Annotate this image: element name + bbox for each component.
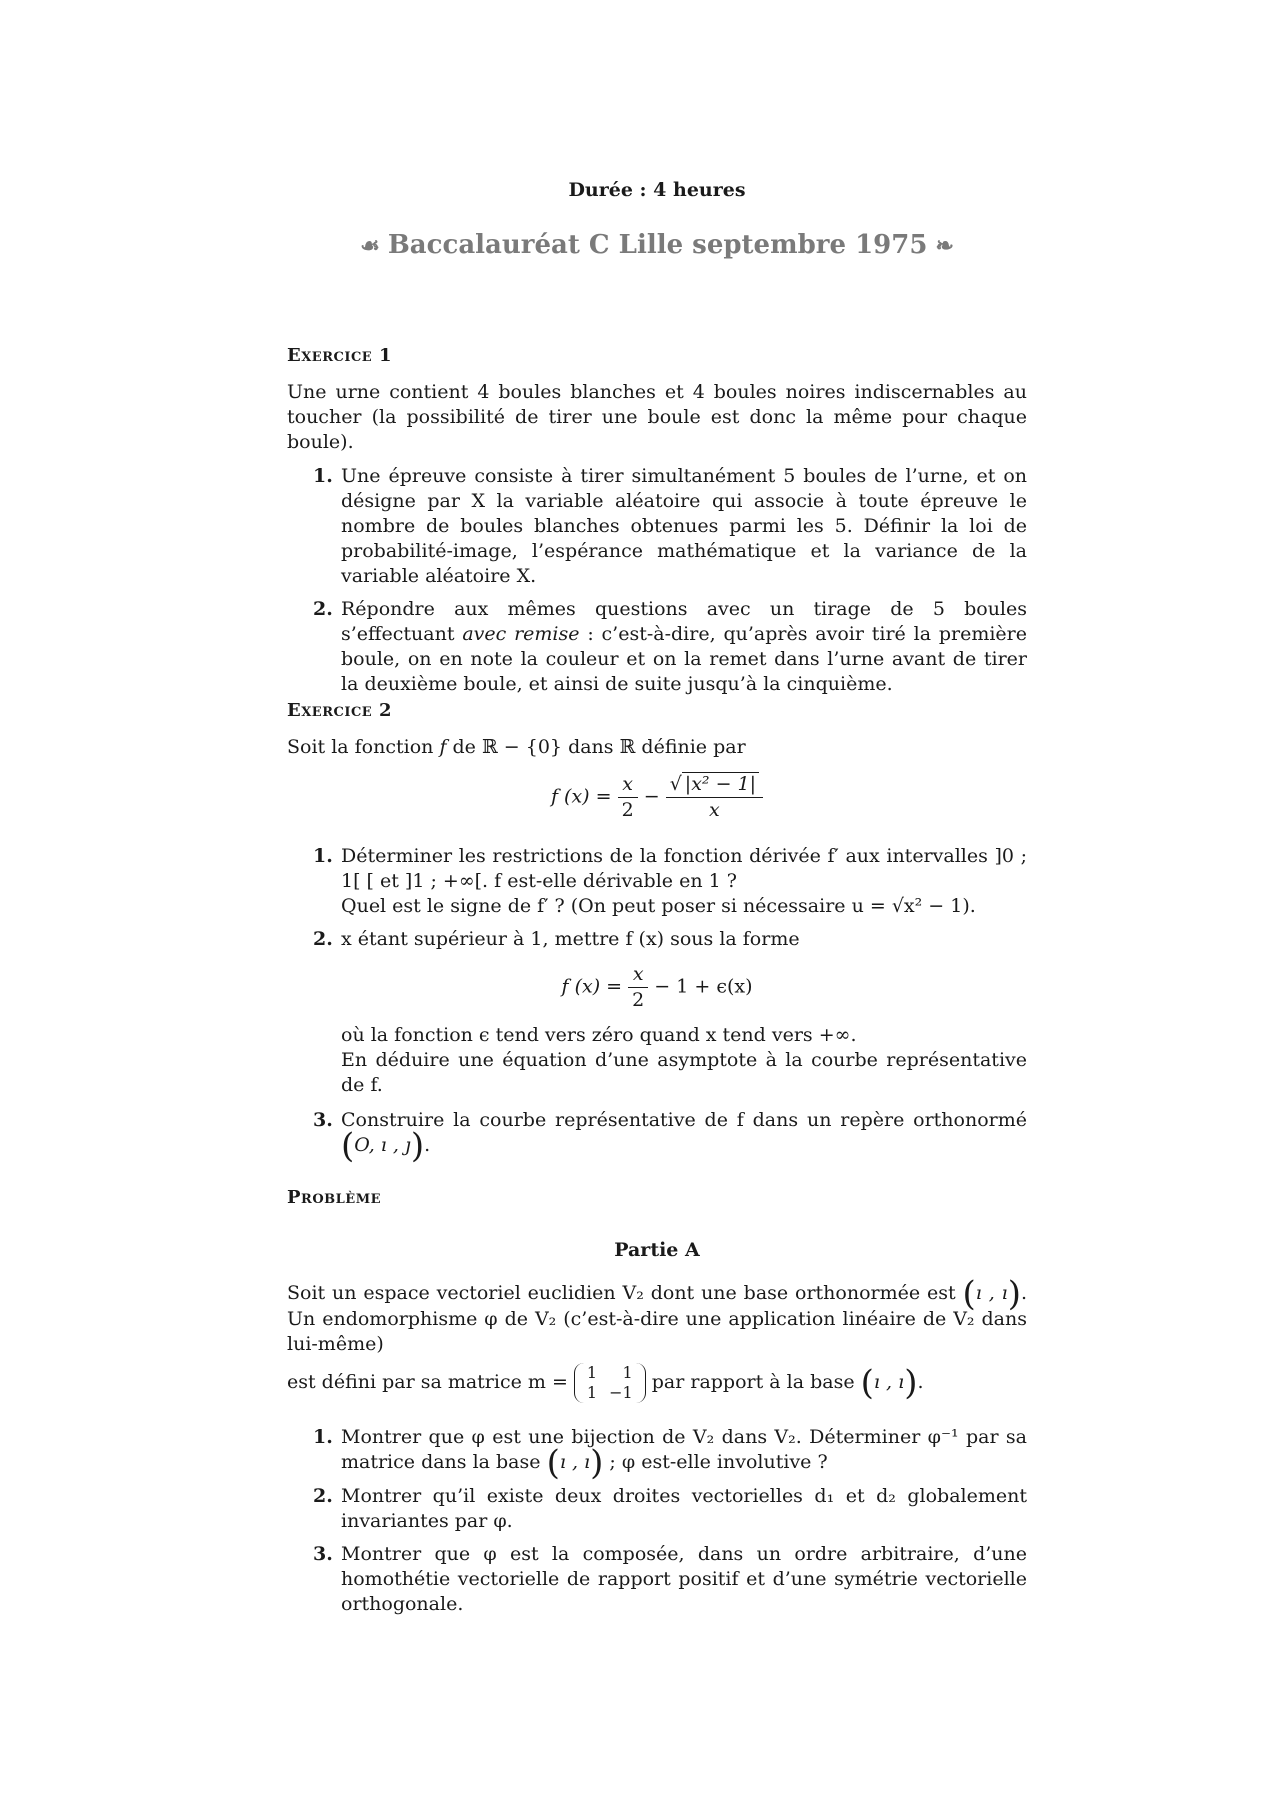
- problem-list: [287, 1425, 1027, 1617]
- exercise-1-item-2: [287, 597, 1027, 697]
- equation-2: [341, 962, 1027, 1013]
- exercise-2-item-1: [287, 844, 1027, 919]
- paren-right: ): [410, 1126, 425, 1166]
- intro-base: ı , ı: [975, 1282, 1008, 1304]
- item-number: 3.: [313, 1109, 333, 1131]
- partie-a-title: Partie A: [614, 1239, 700, 1261]
- matrix-cell: −1: [609, 1383, 633, 1402]
- ornament-right-icon: ❧: [935, 233, 954, 259]
- matrix-text-a: est défini par sa matrice m =: [287, 1371, 568, 1393]
- eq1-lhs: f (x) =: [550, 785, 612, 808]
- matrix-text-b: par rapport à la base: [651, 1371, 855, 1393]
- item-number: 2.: [313, 1485, 333, 1507]
- problem-item-2: [287, 1484, 1027, 1534]
- eq1-num-1: x: [618, 772, 638, 798]
- paren-right: ): [904, 1363, 918, 1403]
- item-1-text-a: Montrer que φ est une bijection de V₂ dans V₂. Déterminer φ⁻¹ par sa matrice dans la base: [341, 1426, 1027, 1473]
- eq2-den: 2: [632, 989, 645, 1011]
- eq1-den-1: 2: [621, 799, 634, 821]
- eq1-fraction-1: [618, 772, 638, 823]
- paren-left: (: [860, 1363, 874, 1403]
- item-text-emphasis: avec remise: [462, 623, 580, 645]
- exercise-1: [287, 343, 1027, 705]
- item-2-text-b: où la fonction ϵ tend vers zéro quand x tend vers +∞.: [341, 1024, 857, 1046]
- intro-text-a: Soit un espace vectoriel euclidien V₂ dont une base orthonormée est: [287, 1282, 956, 1304]
- exercise-1-item-1: [287, 464, 1027, 589]
- eq2-rhs: − 1 + ϵ(x): [654, 975, 753, 998]
- equation-1: [287, 772, 1027, 836]
- exercise-2-item-3: 3. Construire la courbe représentative de f dans un repère orthonormé (O, ı , ȷ).: [313, 1109, 1027, 1166]
- intro-f: f: [439, 736, 447, 758]
- item-number: 1.: [313, 845, 333, 867]
- item-2-text: Montrer qu’il existe deux droites vectorielles d₁ et d₂ globalement invariantes par φ.: [341, 1485, 1027, 1532]
- eq1-num-2: √ |x² − 1|: [666, 772, 763, 798]
- ornament-left-icon: ☙: [360, 233, 380, 259]
- eq2-num: x: [628, 962, 648, 988]
- exercise-2-intro: [287, 735, 1027, 760]
- exercise-1-intro: Une urne contient 4 boules blanches et 4 boules noires indiscernables au toucher (la possibilité de tirer une boule est donc la même pour chaque boule).: [287, 381, 1027, 453]
- document-title: [287, 228, 1027, 263]
- item-number: 1.: [313, 1426, 333, 1448]
- paren-left: (: [546, 1443, 560, 1483]
- problem-item-3: [287, 1542, 1027, 1617]
- exercise-1-list: [287, 464, 1027, 697]
- paren-right: ): [590, 1443, 604, 1483]
- item-1-base: ı , ı: [559, 1451, 591, 1473]
- item-1-text-b: ; φ est-elle involutive ?: [609, 1451, 828, 1473]
- intro-text-b: . Un endomorphisme φ de V₂ (c’est-à-dire une application linéaire de V₂ dans lui-même): [287, 1282, 1027, 1355]
- item-text-b: : c’est-à-dire, qu’après avoir tiré la première boule, on en note la couleur et on la remet dans l’urne avant de tirer la deuxième boule, et ainsi de suite jusqu’à la cinquième.: [341, 623, 1027, 695]
- eq1-root: |x² − 1|: [682, 772, 759, 795]
- item-number: 3.: [313, 1543, 333, 1565]
- item-3-repere: O, ı , ȷ: [354, 1134, 411, 1156]
- exercise-1-title: Exercice 1: [287, 345, 392, 366]
- eq1-den-2: x: [709, 799, 720, 821]
- exercise-2-list: [287, 844, 1027, 1166]
- item-number: 1.: [313, 465, 333, 487]
- item-text: Une épreuve consiste à tirer simultanément 5 boules de l’urne, et on désigne par X la variable aléatoire qui associe à toute épreuve le nombre de boules blanches obtenues parmi les 5. Définir la loi de probabilité-image, l’espérance mathématique et la variance de la variable aléatoire X.: [341, 465, 1027, 587]
- problem-title: Problème: [287, 1187, 381, 1208]
- problem: [287, 1185, 1027, 1625]
- item-3-text: Montrer que φ est la composée, dans un ordre arbitraire, d’une homothétie vectorielle de rapport positif et d’une symétrie vectorielle orthogonale.: [341, 1543, 1027, 1615]
- matrix-cell: 1: [622, 1363, 633, 1382]
- matrix-cell: 1: [586, 1383, 598, 1402]
- item-text-a: Répondre aux mêmes questions avec un tirage de 5 boules s’effectuant: [341, 598, 1027, 645]
- item-1-text-b: Quel est le signe de f′ ? (On peut poser si nécessaire u = √x² − 1).: [341, 895, 976, 917]
- problem-intro: [287, 1274, 1027, 1357]
- paren-left: (: [962, 1274, 976, 1314]
- matrix-cell: 1: [586, 1363, 598, 1382]
- item-1-text-a: Déterminer les restrictions de la fonction dérivée f′ aux intervalles ]0 ; 1[ [ et ]1 ; +∞[. f est-elle dérivable en 1 ?: [341, 845, 1027, 892]
- duration-line: Durée : 4 heures: [568, 179, 746, 201]
- item-3-text: Construire la courbe représentative de f dans un repère orthonormé: [341, 1109, 1027, 1131]
- item-2-text-c: En déduire une équation d’une asymptote à la courbe représentative de f.: [341, 1049, 1027, 1096]
- title-text: Baccalauréat C Lille septembre 1975: [387, 230, 928, 260]
- eq2-fraction: [628, 962, 648, 1013]
- eq1-minus: −: [643, 785, 660, 808]
- paren-right: ): [1007, 1274, 1021, 1314]
- intro-text-a: Soit la fonction: [287, 736, 440, 758]
- problem-item-1: [287, 1425, 1027, 1483]
- item-number: 2.: [313, 598, 333, 620]
- item-number: 2.: [313, 928, 333, 950]
- eq1-fraction-2: [666, 772, 763, 823]
- item-2-text-a: x étant supérieur à 1, mettre f (x) sous la forme: [341, 928, 800, 950]
- paren-left: (: [341, 1126, 355, 1166]
- exercise-2: [287, 698, 1027, 1167]
- matrix-base: ı , ı: [873, 1371, 905, 1393]
- exercise-2-item-2: [287, 927, 1027, 1098]
- matrix-m: [574, 1363, 646, 1403]
- intro-text-b: de ℝ − {0} dans ℝ définie par: [446, 736, 746, 758]
- exercise-2-title: Exercice 2: [287, 700, 392, 721]
- problem-matrix-line: est défini par sa matrice m = 1 1 1 −1 par rapport à la base (ı , ı).: [287, 1363, 924, 1403]
- eq2-lhs: f (x) =: [561, 975, 623, 998]
